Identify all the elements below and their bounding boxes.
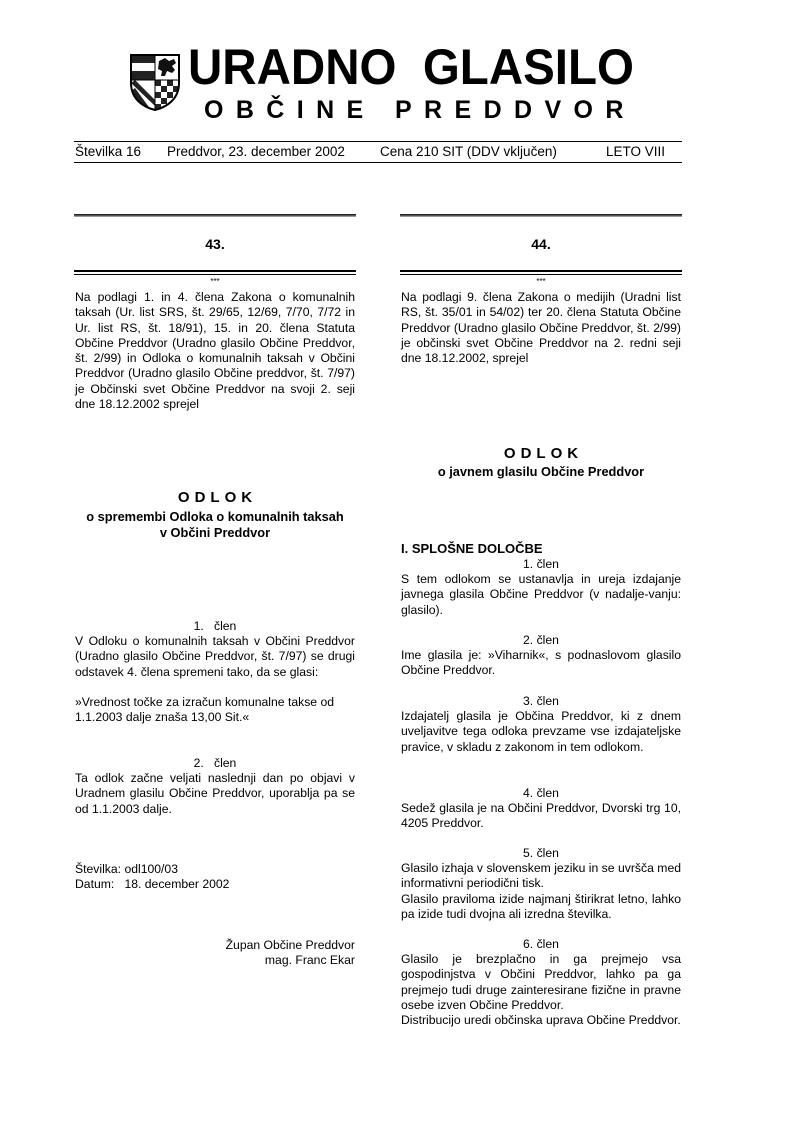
- right-article-5-text: Glasilo izhaja v slovenskem jeziku in se uvršča med informativni periodični tisk.: [401, 861, 681, 891]
- masthead-rule-bottom: [74, 162, 682, 163]
- left-separator-stars: ***: [210, 277, 220, 286]
- issue-price: Cena 210 SIT (DDV vključen): [380, 144, 557, 159]
- left-article-1-quote: »Vrednost točke za izračun komunalne takse od 1.1.2003 dalje znaša 13,00 Sit.«: [75, 695, 335, 725]
- right-preamble: Na podlagi 9. člena Zakona o medijih (Uradni list RS, št. 35/01 in 54/02) ter 20. člena Statuta Občine Preddvor (Uradno glasilo Občine Preddvor, št. 2/99) je občinski svet Občine Preddvor na 2. redni seji dne 18.12.2002, sprejel: [401, 290, 681, 366]
- right-article-6-text: Glasilo je brezplačno in ga prejmejo vsa gospodinjstva v Občini Preddvor, lahko pa ga prejmejo tudi druge zainteresirane fizične in pravne osebe izven Občine Preddvor.: [401, 952, 681, 1012]
- right-article-6-heading: 6. člen: [523, 937, 559, 951]
- right-odlok-subtitle: o javnem glasilu Občine Preddvor: [437, 464, 645, 479]
- issue-year: LETO VIII: [606, 144, 666, 159]
- left-reference-number: Številka: odl100/03: [75, 862, 178, 876]
- left-article-2-heading: 2. člen: [193, 756, 237, 770]
- right-article-3-heading: 3. člen: [523, 694, 559, 708]
- right-article-4-text: Sedež glasila je na Občini Preddvor, Dvorski trg 10, 4205 Preddvor.: [401, 801, 681, 831]
- right-rule-top: [400, 214, 682, 217]
- left-decree-number: 43.: [205, 236, 225, 252]
- right-article-4-heading: 4. člen: [523, 786, 559, 800]
- right-article-6-text-2: Distribucijo uredi občinska uprava Občine Preddvor.: [401, 1013, 681, 1027]
- coat-of-arms-icon: [129, 53, 181, 111]
- right-article-3-text: Izdajatelj glasila je Občina Preddvor, ki z dnem uveljavitve tega odloka prevzame vse izdajateljske pravice, v skladu z zakonom in tem odlokom.: [401, 709, 681, 754]
- right-rule-bottom: [400, 270, 682, 275]
- left-article-1-text: V Odloku o komunalnih taksah v Občini Preddvor (Uradno glasilo Občine Preddvor, št. 7/97) se drugi odstavek 4. člena spremeni tako, da se glasi:: [75, 634, 355, 679]
- left-rule-bottom: [74, 270, 356, 275]
- publication-title: URADNO GLASILO: [188, 39, 634, 95]
- right-article-5-heading: 5. člen: [523, 846, 559, 860]
- right-article-1-text: S tem odlokom se ustanavlja in ureja izdajanje javnega glasila Občine Preddvor (v nadalje-vanju: glasilo).: [401, 572, 681, 617]
- masthead-rule-top: [74, 141, 682, 142]
- publication-subtitle: OBČINE PREDDVOR: [204, 96, 636, 124]
- left-article-1-heading: 1. člen: [193, 619, 237, 633]
- right-article-5-text-2: Glasilo praviloma izide najmanj štirikrat letno, lahko pa izide tudi dvojna ali izredna številka.: [401, 892, 681, 922]
- right-decree-number: 44.: [531, 236, 551, 252]
- right-article-2-heading: 2. člen: [523, 633, 559, 647]
- left-rule-top: [74, 214, 356, 217]
- mayor-title: Župan Občine Preddvor: [225, 938, 355, 952]
- left-odlok-title: ODLOK: [177, 489, 258, 506]
- section-heading-general-provisions: I. SPLOŠNE DOLOČBE: [401, 541, 543, 556]
- issue-place-date: Preddvor, 23. december 2002: [167, 144, 345, 159]
- left-date: Datum: 18. december 2002: [75, 877, 230, 891]
- left-odlok-subtitle: o spremembi Odloka o komunalnih taksah v Občini Preddvor: [86, 509, 344, 540]
- right-article-1-heading: 1. člen: [523, 557, 559, 571]
- left-article-2-text: Ta odlok začne veljati naslednji dan po objavi v Uradnem glasilu Občine Preddvor, uporablja pa se od 1.1.2003 dalje.: [75, 771, 355, 816]
- issue-number: Številka 16: [75, 144, 142, 159]
- right-odlok-title: ODLOK: [503, 445, 584, 462]
- mayor-name: mag. Franc Ekar: [264, 953, 355, 967]
- right-separator-stars: ***: [536, 277, 546, 286]
- right-article-2-text: Ime glasila je: »Viharnik«, s podnaslovom glasilo Občine Preddvor.: [401, 648, 681, 678]
- issue-info-bar: [75, 143, 682, 161]
- left-preamble: Na podlagi 1. in 4. člena Zakona o komunalnih taksah (Ur. list SRS, št. 29/65, 12/69, 7/70, 7/72 in Ur. list RS, št. 18/91), 15. in 20. člena Statuta Občine Preddvor (Uradno glasilo Občine Preddvor, št. 2/99) in Odloka o komunalnih taksah v Občini Preddvor (Uradno glasilo Občine preddvor, št. 7/97) je Občinski svet Občine Preddvor na svoji 2. seji dne 18.12.2002 sprejel: [75, 290, 355, 412]
